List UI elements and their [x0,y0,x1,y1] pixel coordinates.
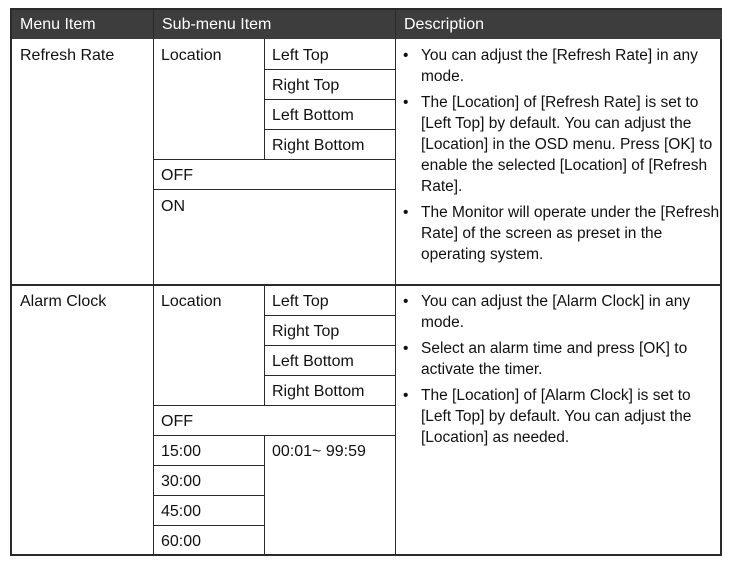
custom-timer-range: 00:01~ 99:59 [272,443,366,460]
row-divider [153,435,396,436]
section-divider [12,284,722,286]
location-option: Right Bottom [272,137,365,154]
description-bullet: • Select an alarm time and press [OK] to activate the timer. [396,338,722,380]
header-sub-menu-item: Sub-menu Item [154,10,395,39]
description-bullet: • You can adjust the [Refresh Rate] in any mode. [396,45,722,87]
timer-option: 30:00 [161,473,202,490]
row-divider [153,189,396,190]
description-bullet: • The [Location] of [Alarm Clock] is set to [Left Top] by default. You can adjust the [Location] as needed. [396,385,722,448]
row-divider [153,405,396,406]
row-divider [153,159,396,160]
alarm-clock-description [396,291,722,453]
osd-menu-table [10,8,722,556]
column-divider [153,10,154,554]
sub-item-off: OFF [161,413,193,430]
description-bullet: • The [Location] of [Refresh Rate] is set to [Left Top] by default. You can adjust the [Location] in the OSD menu. Press [OK] to enable the selected [Location] of [Refresh Rate]. [396,92,722,197]
row-divider [264,69,396,70]
sub-item-off: OFF [161,167,193,184]
timer-option: 45:00 [161,503,202,520]
location-option: Left Top [272,293,329,310]
row-divider [264,129,396,130]
location-option: Right Top [272,323,340,340]
location-option: Right Bottom [272,383,365,400]
location-option: Left Bottom [272,107,354,124]
row-divider [153,465,265,466]
location-option: Left Top [272,47,329,64]
header-menu-item: Menu Item [12,10,153,39]
timer-option: 60:00 [161,533,202,550]
sub-item-on: ON [161,198,185,215]
row-divider [153,495,265,496]
location-option: Right Top [272,77,340,94]
row-divider [264,375,396,376]
row-divider [153,525,265,526]
row-divider [264,99,396,100]
header-description: Description [396,10,722,39]
location-option: Left Bottom [272,353,354,370]
menu-item-refresh-rate: Refresh Rate [20,47,115,64]
menu-item-alarm-clock: Alarm Clock [20,293,107,310]
refresh-rate-description [396,45,722,270]
sub-item-location: Location [161,47,222,64]
description-bullet: • You can adjust the [Alarm Clock] in any mode. [396,291,722,333]
timer-option: 15:00 [161,443,202,460]
description-bullet: • The Monitor will operate under the [Refresh Rate] of the screen as preset in the operating system. [396,202,722,265]
sub-item-location: Location [161,293,222,310]
row-divider [264,345,396,346]
row-divider [264,315,396,316]
